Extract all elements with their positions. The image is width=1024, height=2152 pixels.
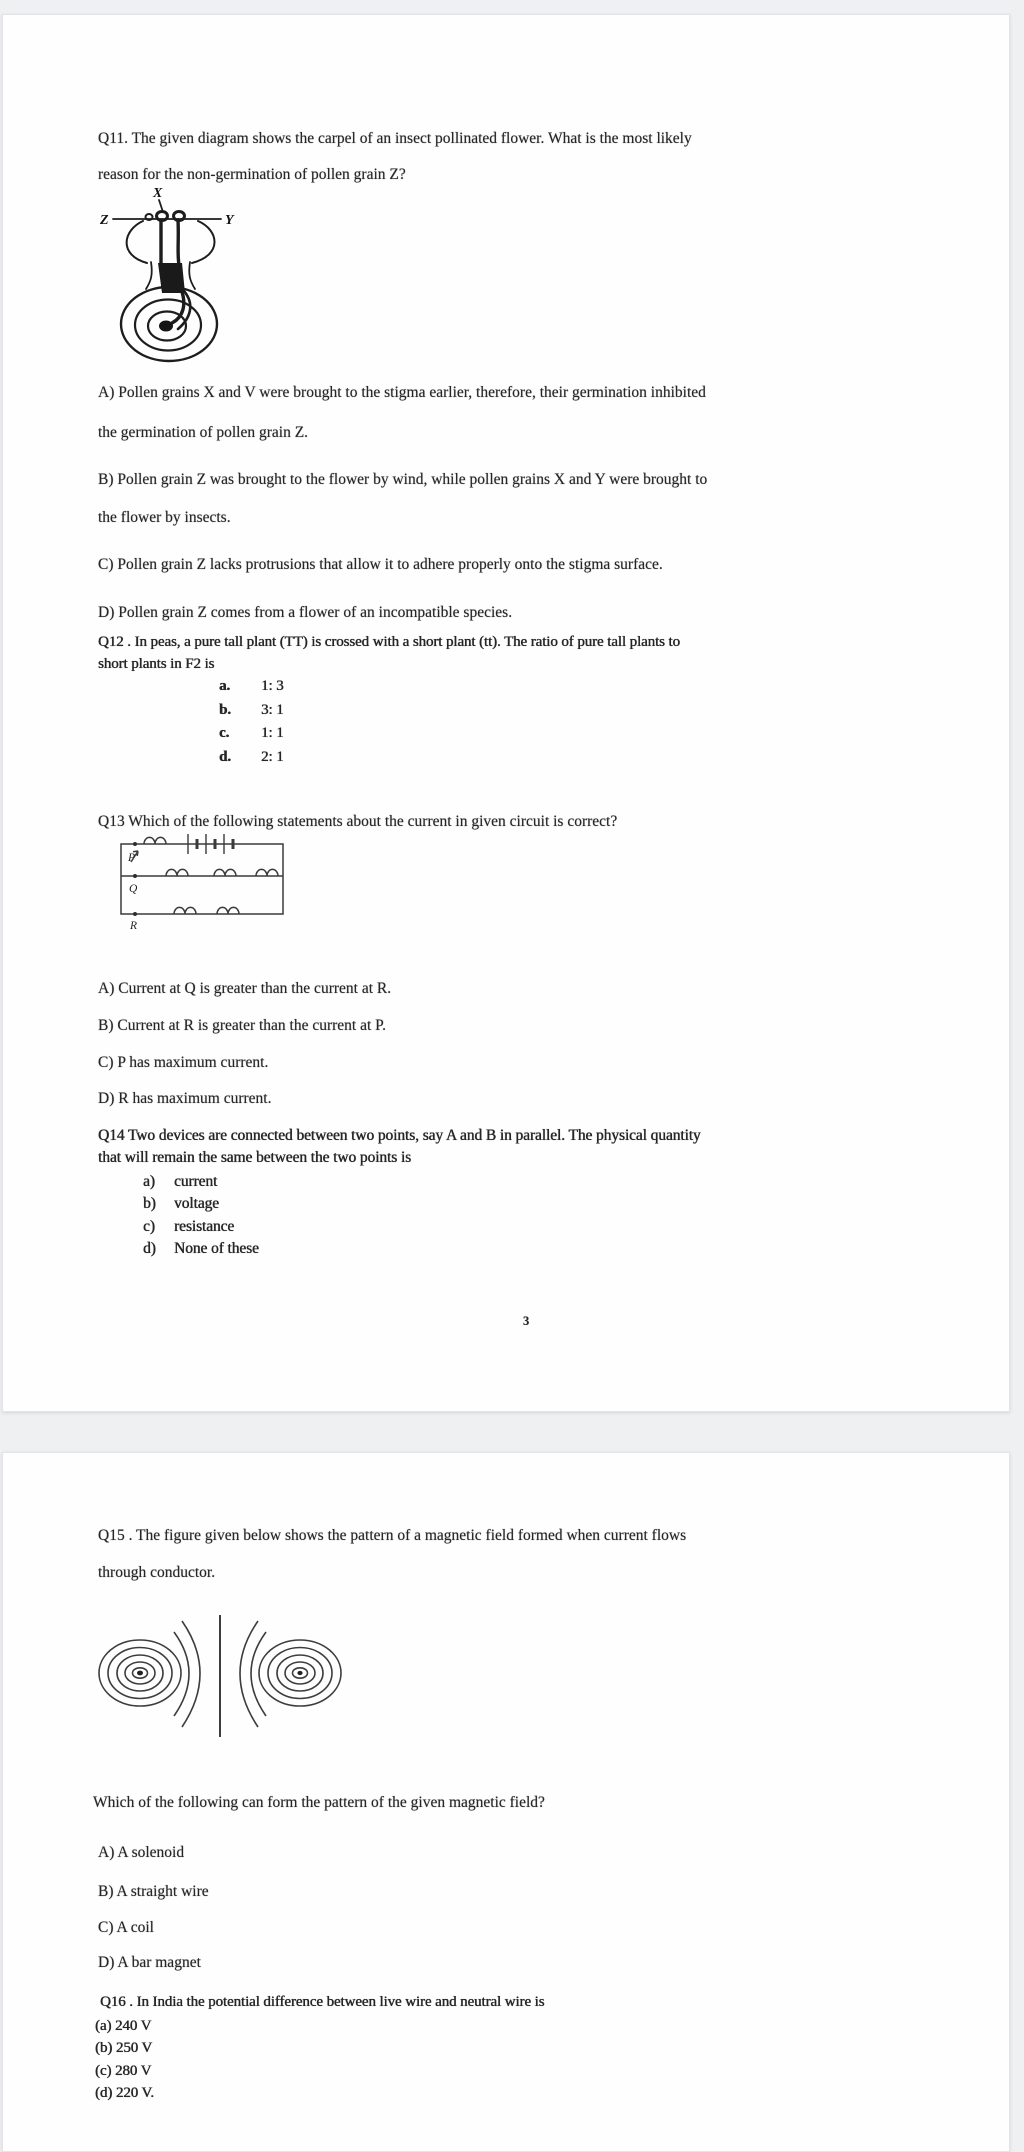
text-line: B) Pollen grain Z was brought to the flower by wind, while pollen grains X and Y were brought to (98, 471, 708, 488)
text-line: D) Pollen grain Z comes from a flower of an incompatible species. (98, 604, 513, 621)
q12-option-a (219, 675, 284, 699)
q11-option-b (98, 461, 707, 537)
junction-dot (133, 912, 137, 916)
q11-option-d (98, 595, 512, 631)
junction-dot (133, 842, 137, 846)
text-line: (d) 220 V. (95, 2085, 154, 2102)
option-text: 1: 3 (261, 678, 284, 694)
option-text: voltage (174, 1195, 219, 1213)
q15-question (98, 1517, 686, 1591)
text-line: Q14 Two devices are connected between two points, say A and B in parallel. The physical quantity (98, 1127, 701, 1144)
text-line: C) Pollen grain Z lacks protrusions that allow it to adhere properly onto the stigma surface. (98, 556, 663, 573)
q13-option-b: B) Current at R is greater than the current at P. (98, 1017, 386, 1034)
q12-options (219, 675, 284, 769)
text-line: the flower by insects. (98, 509, 231, 526)
pollen-tube (178, 220, 179, 265)
option-marker: b) (143, 1195, 156, 1213)
junction-dot (133, 874, 137, 878)
option-marker: d) (143, 1240, 156, 1258)
text-line: Q15 . The figure given below shows the pattern of a magnetic field formed when current flows (98, 1527, 687, 1544)
resistor (217, 907, 239, 914)
q12-option-c (219, 722, 284, 746)
q14-option-a (143, 1171, 259, 1193)
option-text: 3: 1 (261, 701, 284, 718)
text-line: (b) 250 V (95, 2040, 153, 2057)
page-1 (2, 14, 1010, 1412)
field-center-dot (297, 1671, 302, 1675)
option-text: 1: 1 (261, 725, 284, 742)
option-text: resistance (174, 1217, 235, 1235)
carpel-diagram (99, 183, 239, 368)
pollen-grain-small (146, 214, 153, 220)
field-lines-right (240, 1621, 341, 1727)
text-line: Q12 . In peas, a pure tall plant (TT) is crossed with a short plant (tt). The ratio of pure tall plants to (98, 634, 680, 650)
resistor (166, 869, 188, 876)
style-tube-mass (158, 263, 185, 293)
option-marker: c. (219, 725, 230, 742)
text-line: A) Pollen grains X and V were brought to the stigma earlier, therefore, their germination inhibited (98, 384, 706, 401)
option-marker: a. (219, 678, 231, 694)
q16-question: Q16 . In India the potential difference between live wire and neutral wire is (100, 1994, 545, 2010)
q12-question (98, 632, 680, 675)
q13-question: Q13 Which of the following statements about the current in given circuit is correct? (98, 813, 618, 830)
q13-option-c: C) P has maximum current. (98, 1054, 269, 1071)
resistor (174, 907, 196, 914)
page-2 (2, 1452, 1010, 2152)
field-center-dot (137, 1671, 143, 1676)
q13-option-d: D) R has maximum current. (98, 1090, 272, 1107)
q15-option-a: A) A solenoid (98, 1844, 185, 1861)
q14-option-d (143, 1238, 259, 1260)
label-y: Y (225, 213, 234, 228)
q15-subquestion: Which of the following can form the pattern of the given magnetic field? (93, 1794, 545, 1811)
resistor (214, 869, 236, 876)
q11-option-a (98, 373, 706, 453)
option-text: 2: 1 (261, 748, 284, 765)
option-marker: a) (143, 1173, 155, 1190)
text-line: that will remain the same between the two points is (98, 1149, 412, 1167)
q13-option-a: A) Current at Q is greater than the current at R. (98, 980, 392, 997)
q15-option-b: B) A straight wire (98, 1883, 209, 1900)
option-text: None of these (174, 1240, 259, 1258)
option-marker: d. (219, 748, 231, 765)
circuit-wires (121, 834, 283, 914)
q12-option-d (219, 746, 284, 770)
magnetic-field-diagram (96, 1613, 346, 1743)
label-p: P (128, 852, 136, 864)
text-line: reason for the non-germination of pollen grain Z? (98, 166, 406, 183)
q14-options (143, 1171, 259, 1261)
q14-option-b (143, 1193, 259, 1215)
ovule (159, 321, 173, 332)
option-marker: c) (143, 1217, 155, 1235)
circuit-diagram (118, 824, 286, 936)
q14-option-c (143, 1216, 259, 1238)
q16-options (95, 2015, 154, 2105)
text-line: Q11. The given diagram shows the carpel of an insect pollinated flower. What is the most likely (98, 130, 692, 147)
q14-question (98, 1125, 701, 1170)
text-line: the germination of pollen grain Z. (98, 424, 309, 441)
resistor (256, 869, 278, 876)
label-q: Q (129, 883, 138, 895)
resistor (144, 837, 166, 844)
field-lines-left (99, 1621, 200, 1727)
label-x: X (153, 186, 163, 201)
q15-option-c: C) A coil (98, 1919, 154, 1936)
text-line: short plants in F2 is (98, 655, 215, 672)
option-marker: b. (219, 701, 231, 718)
q12-option-b (219, 699, 284, 723)
text-line: through conductor. (98, 1564, 216, 1581)
text-line: (c) 280 V (95, 2062, 152, 2079)
text-line: (a) 240 V (95, 2018, 152, 2034)
q11-option-c (98, 547, 663, 583)
option-text: current (174, 1173, 218, 1190)
q15-option-d: D) A bar magnet (98, 1954, 201, 1971)
label-z: Z (100, 213, 109, 228)
label-r: R (130, 920, 138, 932)
page-number: 3 (523, 1314, 530, 1328)
